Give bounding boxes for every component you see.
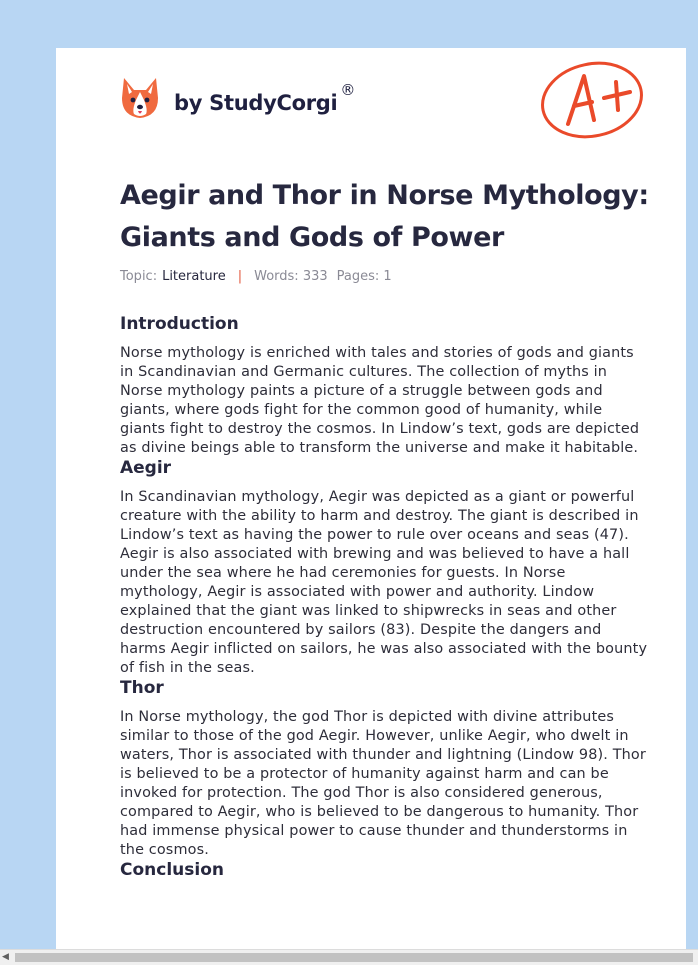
page-count: Pages: 1 bbox=[336, 269, 392, 284]
section-body-aegir: In Scandinavian mythology, Aegir was depicted as a giant or powerful creature with the ability to harm and destroy. The giant is described in Lindow’s text as having the power to rule over oceans and seas (47). Aegir is also associated with brewing and was believed to have a hall under the sea where he had ceremonies for guests. In Norse mythology, Aegir is associated with power and authority. Lindow explained that the giant was linked to shipwrecks in seas and other destruction encountered by sailors (83). Despite the dangers and harms Aegir inflicted on sailors, he was also associated with the bounty of fish in the seas. bbox=[120, 489, 648, 676]
scroll-left-arrow-icon[interactable]: ◀ bbox=[2, 952, 9, 962]
word-count: Words: 333 bbox=[254, 269, 328, 284]
brand-name: by StudyCorgi bbox=[174, 91, 338, 115]
document-content bbox=[120, 310, 650, 890]
document-meta bbox=[120, 269, 392, 284]
document-page bbox=[56, 48, 686, 964]
section-body-thor: In Norse mythology, the god Thor is depicted with divine attributes similar to those of the god Aegir. However, unlike Aegir, who dwelt in waters, Thor is associated with thunder and lightning (Lindow 98). Thor is believed to be a protector of humanity against harm and can be invoked for protection. The god Thor is also considered generous, compared to Aegir, who is believed to be dangerous to humanity. Thor had immense physical power to cause thunder and thunderstorms in the cosmos. bbox=[120, 709, 646, 858]
registered-mark: ® bbox=[340, 81, 356, 99]
document-title: Aegir and Thor in Norse Mythology: Giants and Gods of Power bbox=[120, 180, 649, 253]
scrollbar-thumb[interactable] bbox=[15, 953, 693, 962]
section-heading-introduction: Introduction bbox=[120, 314, 239, 334]
a-plus-grade-icon bbox=[538, 58, 648, 140]
corgi-logo-icon bbox=[120, 76, 160, 120]
topic-label: Topic: bbox=[120, 269, 158, 284]
horizontal-scrollbar[interactable] bbox=[0, 949, 698, 965]
brand-header[interactable] bbox=[120, 76, 355, 120]
section-heading-aegir: Aegir bbox=[120, 458, 172, 478]
section-heading-thor: Thor bbox=[120, 678, 164, 698]
meta-separator: | bbox=[237, 269, 243, 284]
section-body-introduction: Norse mythology is enriched with tales and stories of gods and giants in Scandinavian and Germanic cultures. The collection of myths in Norse mythology paints a picture of a struggle between gods and giants, where gods fight for the common good of humanity, while giants fight to destroy the cosmos. In Lindow’s text, gods are depicted as divine beings able to transform the universe and make it habitable. bbox=[120, 345, 640, 456]
topic-link[interactable]: Literature bbox=[162, 269, 226, 284]
section-heading-conclusion: Conclusion bbox=[120, 860, 224, 880]
